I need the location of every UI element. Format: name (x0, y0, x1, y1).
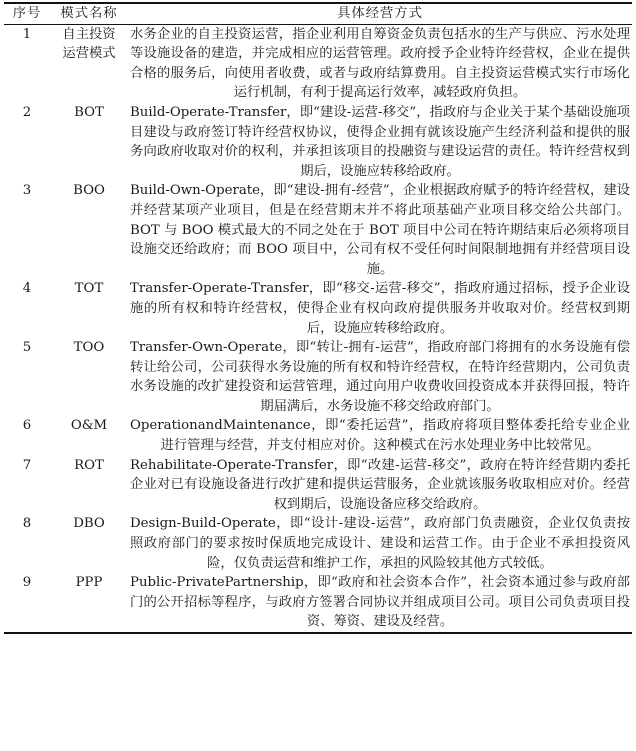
row-mode-name: TOT (74, 281, 104, 297)
table-row (4, 416, 632, 455)
row-index: 7 (22, 457, 32, 473)
row-mode-name: O&M (70, 418, 108, 434)
row-mode-name: ROT (74, 457, 104, 473)
table-row (4, 456, 632, 515)
table-header-row (4, 3, 632, 24)
row-index: 9 (4, 573, 50, 633)
row-description: 水务企业的自主投资运营，指企业利用自筹资金负责包括水的生产与供应、污水处理等设施设备的建造，并完成相应的运营管理。政府授予企业特许经营权，企业在提供合格的服务后，向使用者收费，或者与政府结算费用。自主投资运营模式实行市场化运行机制，有利于提高运行效率，减轻政府负担。 (130, 26, 630, 101)
row-index: 4 (22, 281, 32, 297)
row-index: 6 (22, 418, 32, 434)
row-description: Build-Operate-Transfer，即“建设-运营-移交”，指政府与企业关于某个基础设施项目建设与政府签订特许经营权协议，使得企业拥有就该设施产生经济利益和提供的服务向政府收取对价的权利，并承担该项目的投融资与建设运营的责任。特许经营权到期后，设施应转移给政府。 (130, 104, 630, 179)
operating-modes-table (4, 2, 632, 634)
row-mode-name: BOT (74, 104, 104, 120)
row-description: Rehabilitate-Operate-Transfer，即“改建-运营-移交”，政府在特许经营期内委托企业对已有设施设备进行改扩建和提供运营服务，企业就该服务收取相应对价。经营权到期后，设施设备应移交给政府。 (130, 457, 630, 512)
table-row (4, 181, 632, 279)
table-row (4, 279, 632, 338)
row-mode-name: TOO (73, 340, 105, 356)
table-row (4, 338, 632, 416)
row-index: 5 (22, 340, 32, 356)
row-index: 1 (22, 26, 32, 42)
row-description: OperationandMaintenance，即“委托运营”，指政府将项目整体委托给专业企业进行管理与经营，并支付相应对价。这种模式在污水处理业务中比较常见。 (130, 418, 630, 454)
header-mode-name: 模式名称 (50, 3, 128, 24)
row-mode-name: BOO (73, 183, 105, 199)
header-index: 序号 (4, 3, 50, 24)
row-mode-name: DBO (73, 516, 105, 532)
row-index: 8 (22, 516, 32, 532)
row-description: Design-Build-Operate，即“设计-建设-运营”，政府部门负责融资，企业仅负责按照政府部门的要求按时保质地完成设计、建设和运营工作。由于企业不承担投资风险，仅负责运营和维护工作，承担的风险较其他方式较低。 (130, 516, 630, 571)
table-row (4, 514, 632, 573)
table-row (4, 573, 632, 633)
table-row (4, 24, 632, 103)
row-description: Build-Own-Operate，即“建设-拥有-经营”，企业根据政府赋予的特许经营权，建设并经营某项产业项目，但是在经营期末并不将此项基础产业项目移交给公共部门。BOT 与 BOO 模式最大的不同之处在于 BOT 项目中公司在特许期结束后必须将项目设施交还给政府；而 BOO 项目中，公司有权不受任何时间限制地拥有并经营项目设施。 (130, 183, 630, 277)
header-description: 具体经营方式 (128, 3, 632, 24)
row-description: Transfer-Own-Operate，即“转让-拥有-运营”，指政府部门将拥有的水务设施有偿转让给公司，公司获得水务设施的所有权和特许经营权，在特许经营期内，公司负责水务设施的改扩建投资和运营管理，通过向用户收费收回投资成本并获得回报，特许期届满后，水务设施不移交给政府部门。 (130, 340, 630, 414)
row-description: Public-PrivatePartnership，即“政府和社会资本合作”，社会资本通过参与政府部门的公开招标等程序，与政府方签署合同协议并组成项目公司。项目公司负责项目投资、筹资、建设及经营。 (128, 573, 632, 633)
row-index: 2 (22, 104, 32, 120)
row-mode-name: PPP (50, 573, 128, 633)
row-index: 3 (22, 183, 32, 199)
row-mode-name: 自主投资运营模式 (62, 26, 116, 62)
table-row (4, 103, 632, 181)
row-description: Transfer-Operate-Transfer，即“移交-运营-移交”，指政府通过招标，授予企业设施的所有权和特许经营权，使得企业有权向政府提供服务并收取对价。经营权到期后，设施应转移给政府。 (130, 281, 630, 336)
